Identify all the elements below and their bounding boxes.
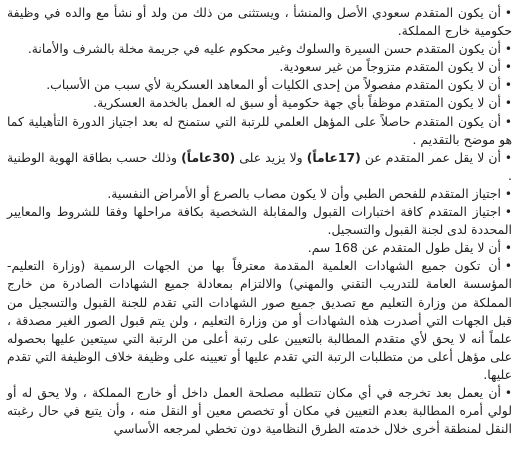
requirement-text: أن لا يكون المتقدم متزوجاً من غير سعودية.	[279, 59, 501, 75]
age-text-end: وذلك حسب بطاقة الهوية الوطنية .	[7, 149, 512, 183]
max-age: (30عاماً)	[181, 149, 236, 165]
bullet-icon: •	[504, 385, 512, 400]
requirement-text: أن يكون المتقدم حسن السيرة والسلوك وغير محكوم عليه في جريمة مخلة بالشرف والأمانة.	[27, 41, 501, 57]
bullet-icon: •	[504, 78, 512, 93]
bullet-icon: •	[504, 259, 512, 274]
bullet-icon: •	[504, 42, 512, 57]
requirement-text: اجتياز المتقدم كافة اختبارات القبول والمقابلة الشخصية بكافة مراحلها وفقا للشروط والمعايير المحددة لدى لجنة القبول والتسجيل.	[7, 204, 512, 238]
requirement-text: أن لا يكون المتقدم مفصولاً من إحدى الكليات أو المعاهد العسكرية لأي سبب من الأسباب.	[46, 77, 501, 93]
min-age: (17عاماً)	[306, 149, 361, 165]
list-item	[7, 239, 512, 257]
bullet-icon: •	[504, 150, 512, 165]
bullet-icon: •	[504, 186, 512, 201]
bullet-icon: •	[504, 6, 512, 20]
requirements-list	[5, 0, 515, 438]
list-item	[7, 384, 512, 438]
age-text-middle: ولا يزيد على	[235, 149, 307, 165]
list-item	[7, 76, 512, 94]
list-item	[7, 94, 512, 112]
requirement-text: أن لا يكون المتقدم موظفاً بأي جهة حكومية أو سبق له العمل بالخدمة العسكرية.	[93, 95, 501, 111]
bullet-icon: •	[504, 60, 512, 75]
list-item	[7, 257, 512, 384]
requirement-text: أن لا يقل طول المتقدم عن 168 سم.	[307, 240, 501, 256]
bullet-icon: •	[504, 96, 512, 111]
bullet-icon: •	[504, 241, 512, 256]
requirement-text: أن يكون المتقدم حاصلاً على المؤهل العلمي للرتبة التي ستمنح له بعد اجتياز الدورة التأهيلية كما هو موضح بالتقديم .	[7, 113, 512, 147]
list-item	[7, 4, 512, 40]
list-item	[7, 185, 512, 203]
requirement-text: أن يكون المتقدم سعودي الأصل والمنشأ ، ويستثنى من ذلك من ولد أو نشأ مع والده في وظيفة حكومية خارج المملكة.	[7, 5, 512, 39]
bullet-icon: •	[504, 114, 512, 129]
requirement-text: أن تكون جميع الشهادات العلمية المقدمة معترفاً بها من الجهات الرسمية (وزارة التعليم- المؤسسة العامة للتدريب التقني والمهني) والالتزام بمعادلة جميع الشهادات الصادرة من خارج المملكة من وزارة التعليم مع تصديق جميع صور الشهادات التي تقدم للجنة القبول والتسجيل من قبل الجهات التي أصدرت هذه الشهادات أو من وزارة التعليم ، ولن يتم قبول الصور الغير مصدقة ، علماً أنه لا يحق لأي متقدم المطالبة بالتعيين على رتبة أعلى من الرتبة التي سيتعين عليها بحصوله على مؤهل أعلى من متطلبات الرتبة التي تقدم عليها أو تعيينه على وظيفة خلاف الوظيفة التي تقدم عليها.	[7, 258, 512, 382]
requirement-text: اجتياز المتقدم للفحص الطبي وأن لا يكون مصاب بالصرع أو الأمراض النفسية.	[107, 185, 501, 201]
list-item	[7, 203, 512, 239]
list-item	[7, 113, 512, 149]
list-item	[7, 40, 512, 58]
age-text-start: أن لا يقل عمر المتقدم عن	[360, 149, 501, 165]
bullet-icon: •	[504, 205, 512, 220]
requirement-text: أن يعمل بعد تخرجه في أي مكان تتطلبه مصلحة العمل داخل أو خارج المملكة ، ولا يحق له أو لولي أمره المطالبة بعدم التعيين في مكان أو تخصص معين أو النقل منه ، وأن يتبع في حال رغبته النقل لمنطقة أخرى خلال خدمته الطرق النظامية دون تخطي لمرجعه الأساسي	[7, 384, 512, 437]
list-item	[7, 58, 512, 76]
list-item-age	[7, 149, 512, 185]
